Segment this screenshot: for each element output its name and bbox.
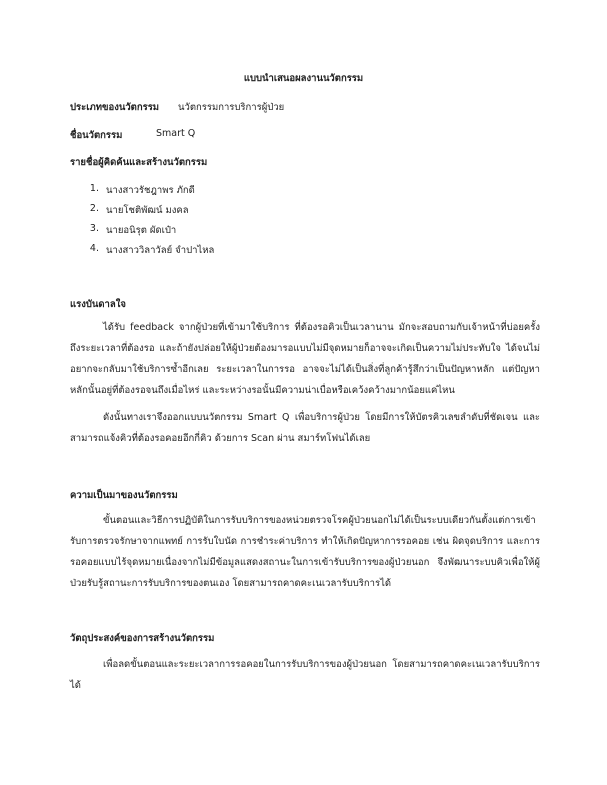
background-paragraph: ขั้นตอนและวิธีการปฏิบัติในการรับบริการของหน่วยตรวจโรคผู้ป่วยนอกไม่ได้เป็นระบบเดียวกันตั้งแต่การเข้ารับการตรวจรักษาจากแพทย์ การรับใบนัด การชำระค่าบริการ ทำให้เกิดปัญหาการรอคอย เช่น ผิดจุดบริการ และการรอคอยแบบไร้จุดหมายเนื่องจากไม่มีข้อมูลแสดงสถานะในการเข้ารับบริการของผู้ป่วยนอก จึงพัฒนาระบบคิวเพื่อให้ผู้ป่วยรับรู้สถานะการรับบริการของตนเอง โดยสามารถคาดคะเนเวลารับบริการได้ [70,515,540,589]
list-item: นายอนิรุต ผัดเป๋า [106,225,177,236]
creators-heading: รายชื่อผู้คิดค้นและสร้างนวัตกรรม [70,157,208,168]
list-item: นางสาววิลาวัลย์ จำปาไหล [106,245,215,256]
objective-paragraph: เพื่อลดขั้นตอนและระยะเวลาการรอคอยในการรับบริการของผู้ป่วยนอก โดยสามารถคาดคะเนเวลารับบริการได้ [70,659,540,691]
innovation-type-value: นวัตกรรมการบริการผู้ป่วย [178,102,285,113]
innovation-name-label: ชื่อนวัตกรรม [70,130,123,141]
document-title: แบบนำเสนอผลงานนวัตกรรม [243,73,364,84]
innovation-name-value: Smart Q [156,128,196,139]
inspiration-heading: แรงบันดาลใจ [70,299,126,310]
inspiration-paragraph-2: ดังนั้นทางเราจึงออกแบบนวัตกรรม Smart Q เพื่อบริการผู้ป่วย โดยมีการให้บัตรคิวเลขลำดับที่ชัดเจน และสามารถแจ้งคิวที่ต้องรอคอยอีกกี่คิว ด้วยการ Scan ผ่าน สมาร์ทโฟนได้เลย [70,412,540,444]
list-item: นายโชติพัฒน์ มงคล [106,205,189,216]
background-heading: ความเป็นมาของนวัตกรรม [70,490,178,501]
list-item-number: 1. [89,183,99,194]
list-item-number: 2. [89,203,99,214]
list-item-number: 4. [89,243,99,254]
list-item: นางสาวรัชฎาพร ภักดี [106,185,195,196]
inspiration-paragraph-1: ได้รับ feedback จากผู้ป่วยที่เข้ามาใช้บริการ ที่ต้องรอคิวเป็นเวลานาน มักจะสอบถามกับเจ้าหน้าที่บ่อยครั้งถึงระยะเวลาที่ต้องรอ และถ้ายังปล่อยให้ผู้ป่วยต้องมารอแบบไม่มีจุดหมายก็อาจจะเกิดเป็นความไม่ประทับใจ ได้จนไม่อยากจะกลับมาใช้บริการซ้ำอีกเลย ระยะเวลาในการรอ อาจจะไม่ได้เป็นสิ่งที่ลูกค้ารู้สึกว่าเป็นปัญหาหลัก แต่ปัญหาหลักนั้นอยู่ที่ต้องรอจนถึงเมื่อไหร่ และระหว่างรอนั้นมีความน่าเบื่อหรือเคว้งคว้างมากน้อยแค่ไหน [70,322,540,396]
innovation-type-label: ประเภทของนวัตกรรม [70,102,160,113]
objective-heading: วัตถุประสงค์ของการสร้างนวัตกรรม [70,633,215,644]
list-item-number: 3. [89,223,99,234]
